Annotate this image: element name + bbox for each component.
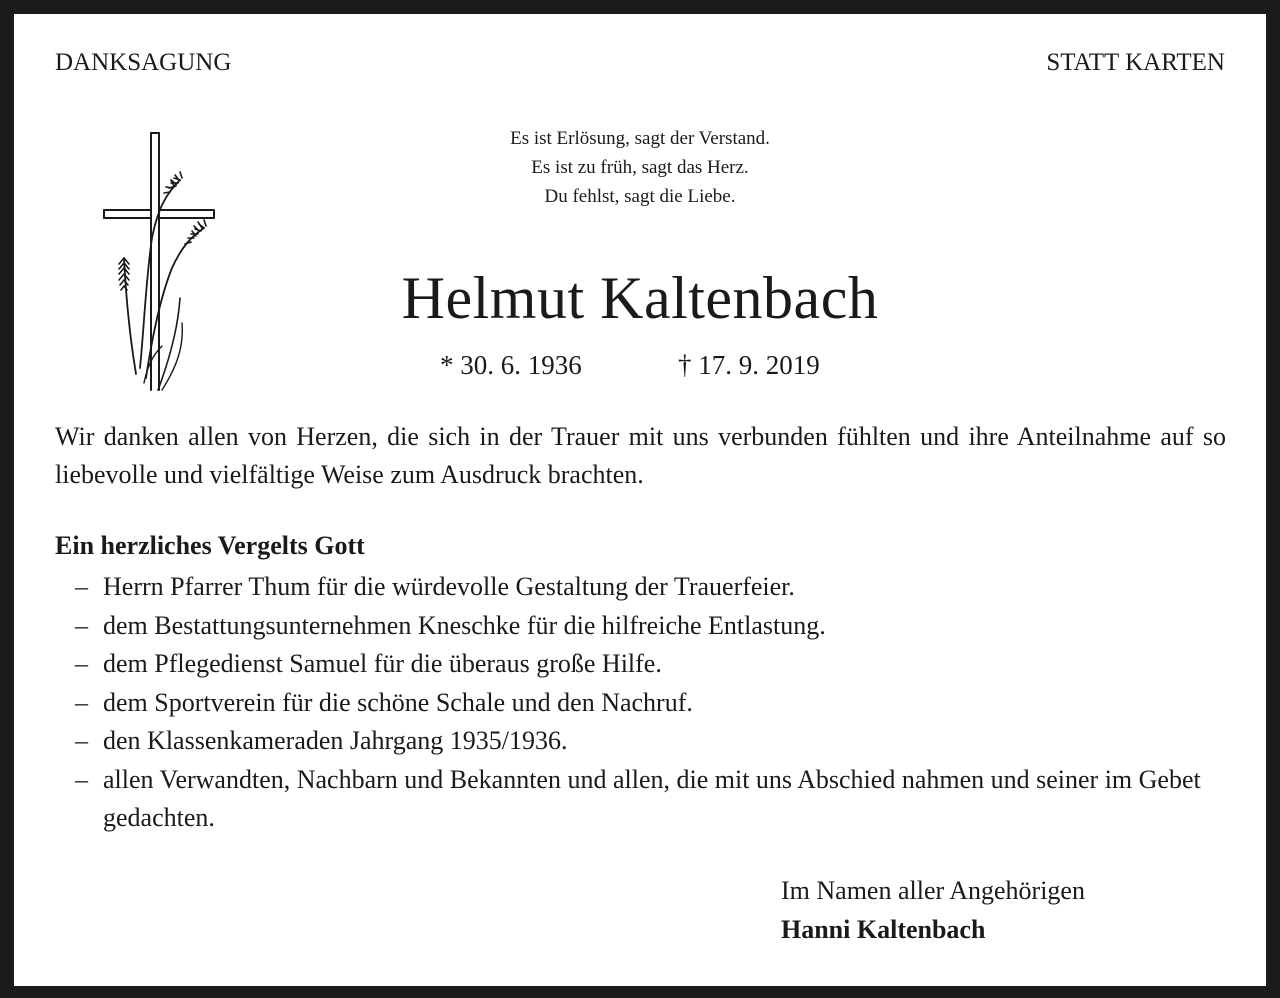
list-item <box>75 607 1215 646</box>
quote-line: Es ist zu früh, sagt das Herz. <box>531 157 749 178</box>
list-item <box>75 684 1215 723</box>
header-danksagung: DANKSAGUNG <box>55 49 232 76</box>
deceased-name: Helmut Kaltenbach <box>401 265 879 331</box>
dash-bullet: – <box>75 726 88 755</box>
signature-intro: Im Namen aller Angehörigen <box>781 876 1085 905</box>
list-item <box>75 645 1215 684</box>
thanks-intro-paragraph: Wir danken allen von Herzen, die sich in der Trauer mit uns verbunden fühlten und ihre Anteilnahme auf so liebevolle und vielfältige Weise zum Ausdruck brachten. <box>55 422 1226 489</box>
thanks-heading: Ein herzliches Vergelts Gott <box>55 531 365 560</box>
list-item-text: dem Bestattungsunternehmen Kneschke für die hilfreiche Entlastung. <box>103 610 826 640</box>
list-item-text: allen Verwandten, Nachbarn und Bekannten und allen, die mit uns Abschied nahmen und seiner im Gebet gedachten. <box>103 764 1201 832</box>
dash-bullet: – <box>75 649 88 678</box>
list-item-text: dem Pflegedienst Samuel für die überaus große Hilfe. <box>103 649 662 678</box>
cross-with-wheat-icon <box>100 128 220 394</box>
quote-line: Du fehlst, sagt die Liebe. <box>544 186 736 207</box>
list-item-text: dem Sportverein für die schöne Schale und den Nachruf. <box>103 687 693 717</box>
dash-bullet: – <box>75 572 88 601</box>
quote-block <box>380 124 900 211</box>
list-item <box>75 568 1215 607</box>
birth-date: * 30. 6. 1936 <box>440 350 582 380</box>
list-item-text: den Klassenkameraden Jahrgang 1935/1936. <box>103 726 568 755</box>
quote-line: Es ist Erlösung, sagt der Verstand. <box>510 128 770 149</box>
dash-bullet: – <box>75 764 88 794</box>
list-item <box>75 722 1215 761</box>
dash-bullet: – <box>75 687 88 717</box>
death-date: † 17. 9. 2019 <box>678 350 820 380</box>
list-item-text: Herrn Pfarrer Thum für die würdevolle Gestaltung der Trauerfeier. <box>103 572 795 601</box>
signature-name: Hanni Kaltenbach <box>781 915 986 944</box>
thanks-list <box>75 568 1215 838</box>
list-item <box>75 761 1215 838</box>
header-statt-karten: STATT KARTEN <box>1046 49 1225 76</box>
dash-bullet: – <box>75 610 88 640</box>
